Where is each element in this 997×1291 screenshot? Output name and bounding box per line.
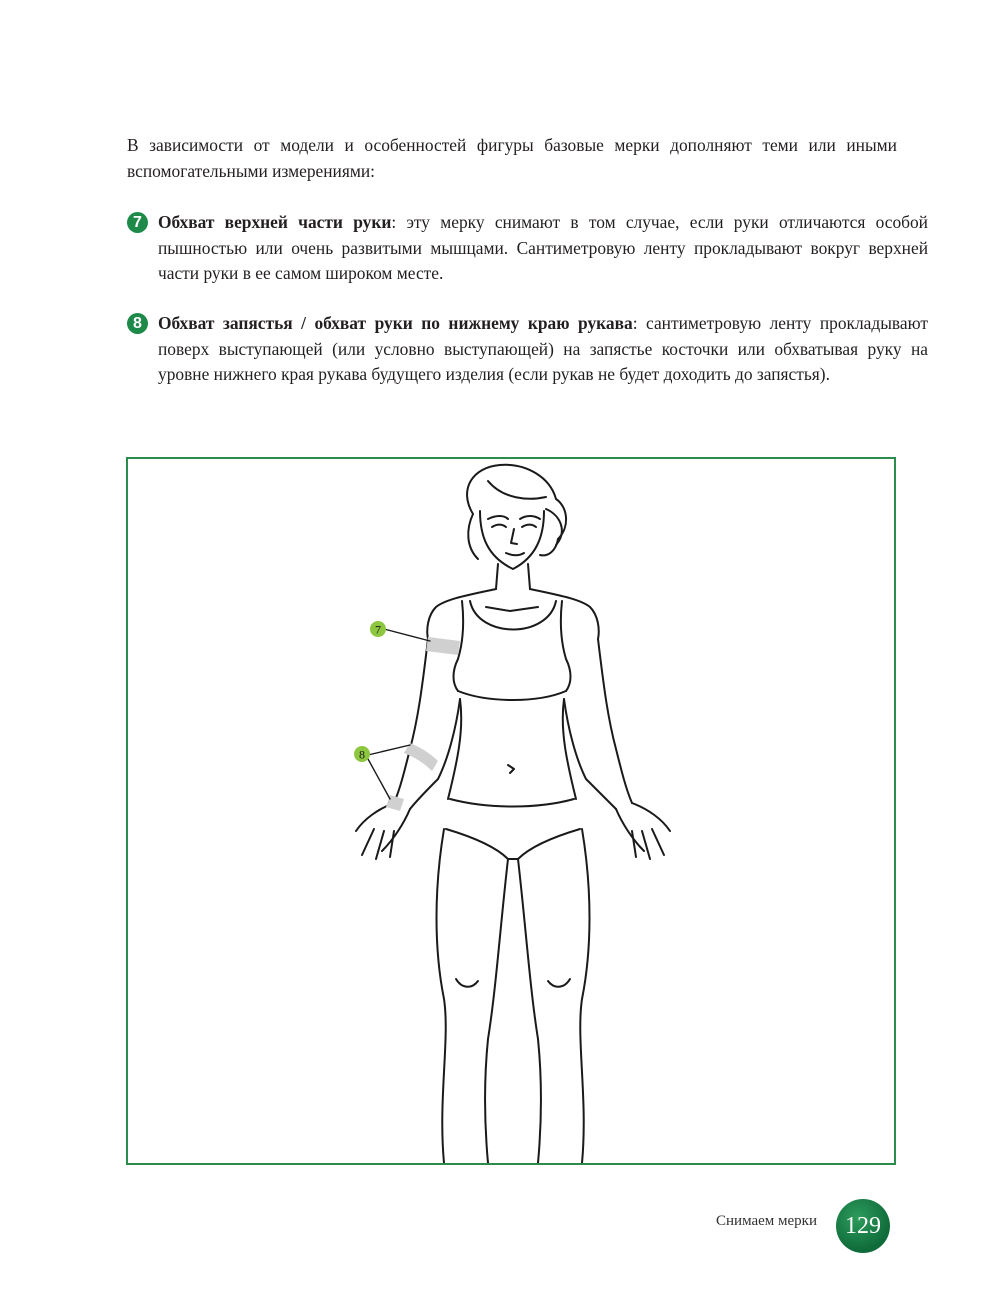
mouth [506, 553, 524, 555]
right-eye [522, 525, 536, 527]
top-band [458, 691, 566, 700]
item-7-text: : эту мерку снимают в том случае, если руки отличаются особой пышностью или очень развитыми мышцами. Сантиметровую ленту прокладывают вокруг верхней части руки в ее самом широком месте. [158, 212, 928, 283]
item-8-text: : сантиметровую ленту прокладывают поверх выступающей (или условно выступающей) на запястье косточки или обхватывая руку на уровне нижнего края рукава будущего изделия (если рукав не будет доходить до запястья). [158, 313, 928, 384]
briefs-top [450, 799, 574, 807]
left-shoulder [427, 589, 496, 639]
marker-8-label: 8 [359, 747, 365, 762]
left-hand [356, 803, 410, 859]
right-leg-outer [580, 829, 589, 1163]
body-measurement-illustration [126, 457, 896, 1165]
left-eye [492, 525, 506, 527]
number-badge-7: 7 [127, 212, 148, 233]
top-left-side [454, 659, 459, 691]
top-right-strap [561, 601, 566, 659]
left-arm-outer [394, 639, 428, 803]
left-knee [456, 979, 478, 987]
navel [508, 765, 514, 773]
right-arm-outer [598, 639, 632, 803]
right-hand [616, 803, 670, 859]
leader-line-7 [384, 629, 430, 641]
female-figure-drawing [128, 459, 894, 1163]
neck-right [528, 564, 530, 589]
number-badge-8: 8 [127, 313, 148, 334]
left-leg-outer [437, 829, 446, 1163]
leader-line-8b [368, 759, 390, 799]
intro-paragraph: В зависимости от модели и особенностей фигуры базовые мерки дополняют теми или иными вспомогательными измерениями: [127, 135, 897, 181]
hair-outline [467, 465, 566, 556]
right-knee [548, 979, 570, 987]
neck-left [496, 564, 498, 589]
right-leg-inner [518, 859, 541, 1163]
right-eyebrow [520, 516, 540, 519]
top-neckline [470, 601, 556, 630]
measurement-item-7 [127, 210, 928, 287]
collarbones [486, 607, 538, 611]
briefs-left-leg [446, 829, 508, 859]
item-7-title: Обхват верхней части руки [158, 212, 392, 232]
section-title: Снимаем мерки [716, 1213, 817, 1229]
page-number-badge: 129 [836, 1199, 890, 1253]
marker-7-label: 7 [375, 622, 381, 637]
measurement-item-8 [127, 311, 928, 388]
hair-strand [488, 481, 546, 499]
top-right-side [566, 659, 571, 691]
upper-arm-band [426, 637, 460, 655]
hair-bun [546, 509, 562, 545]
left-eyebrow [488, 516, 508, 519]
leader-line-8a [368, 745, 410, 755]
forearm-band [404, 743, 438, 771]
hair-strand [468, 514, 478, 559]
briefs-right-leg [518, 829, 580, 859]
item-8-title: Обхват запястья / обхват руки по нижнему краю рукава [158, 313, 633, 333]
left-leg-inner [485, 859, 508, 1163]
nose [511, 529, 517, 544]
top-left-strap [458, 601, 463, 659]
right-shoulder [530, 589, 599, 639]
